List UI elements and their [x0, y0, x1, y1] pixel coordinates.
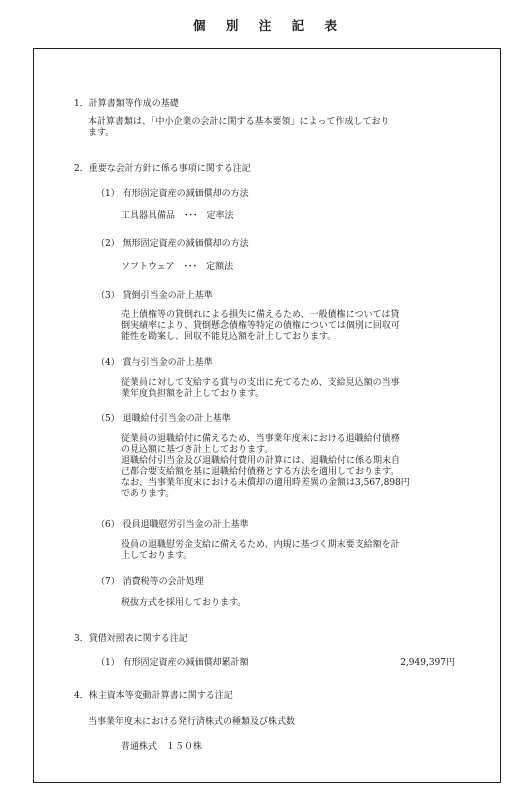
- item-1-body: 工具器具備品 ･･･ 定率法: [121, 211, 234, 221]
- item-6-body: 役員の退職慰労金支給に備えるため、内規に基づく期末要支給額を計 上しております。: [121, 540, 400, 561]
- section-2-heading: 2．重要な会計方針に係る事項に関する注記: [74, 164, 251, 174]
- accumulated-depreciation-label: （1） 有形固定資産の減価償却累計額: [96, 658, 249, 668]
- item-4-heading: （4） 賞与引当金の計上基準: [96, 358, 213, 368]
- shares-outstanding: 普通株式 １５０株: [121, 742, 203, 752]
- shares-intro: 当事業年度末における発行済株式の種類及び株式数: [88, 717, 296, 727]
- item-5-heading: （5） 退職給付引当金の計上基準: [96, 414, 231, 424]
- item-3-body: 売上債権等の貸倒れによる損失に備えるため、一般債権については貸 倒実績率により、貸倒懸念債権等特定の債権については個別に回収可 能性を勘案し、回収不能見込額を計上しております。: [121, 310, 400, 342]
- accumulated-depreciation-amount: 2,949,397円: [400, 658, 455, 668]
- item-7-body: 税抜方式を採用しております。: [121, 598, 247, 608]
- item-7-heading: （7） 消費税等の会計処理: [96, 577, 204, 587]
- item-2-heading: （2） 無形固定資産の減価償却の方法: [96, 239, 249, 249]
- item-4-body: 従業員に対して支給する賞与の支出に充てるため、支給見込額の当事 業年度負担額を計上しております。: [121, 378, 400, 399]
- item-2-body: ソフトウェア ･･･ 定額法: [121, 262, 234, 272]
- page-title: 個 別 注 記 表: [193, 18, 345, 33]
- item-3-heading: （3） 貸倒引当金の計上基準: [96, 291, 213, 301]
- section-4-heading: 4．株主資本等変動計算書に関する注記: [74, 691, 233, 701]
- section-1-body: 本計算書類は、「中小企業の会計に関する基本要領」によって作成しており ます。: [88, 117, 390, 138]
- item-1-heading: （1） 有形固定資産の減価償却の方法: [96, 189, 249, 199]
- section-1-heading: 1．計算書類等作成の基礎: [74, 99, 179, 109]
- item-5-body: 従業員の退職給付に備えるため、当事業年度末における退職給付債務 の見込額に基づき計上しております。 退職給付引当金及び退職給付費用の計算には、退職給付に係る期末自 己都合要支給額を基に退職給付債務とする方法を適用しております。 なお、当事業年度末における未償却の適用時差異の金額は3,567,898円 であります。: [121, 434, 410, 499]
- section-3-heading: 3．貸借対照表に関する注記: [74, 634, 188, 644]
- item-6-heading: （6） 役員退職慰労引当金の計上基準: [96, 520, 249, 530]
